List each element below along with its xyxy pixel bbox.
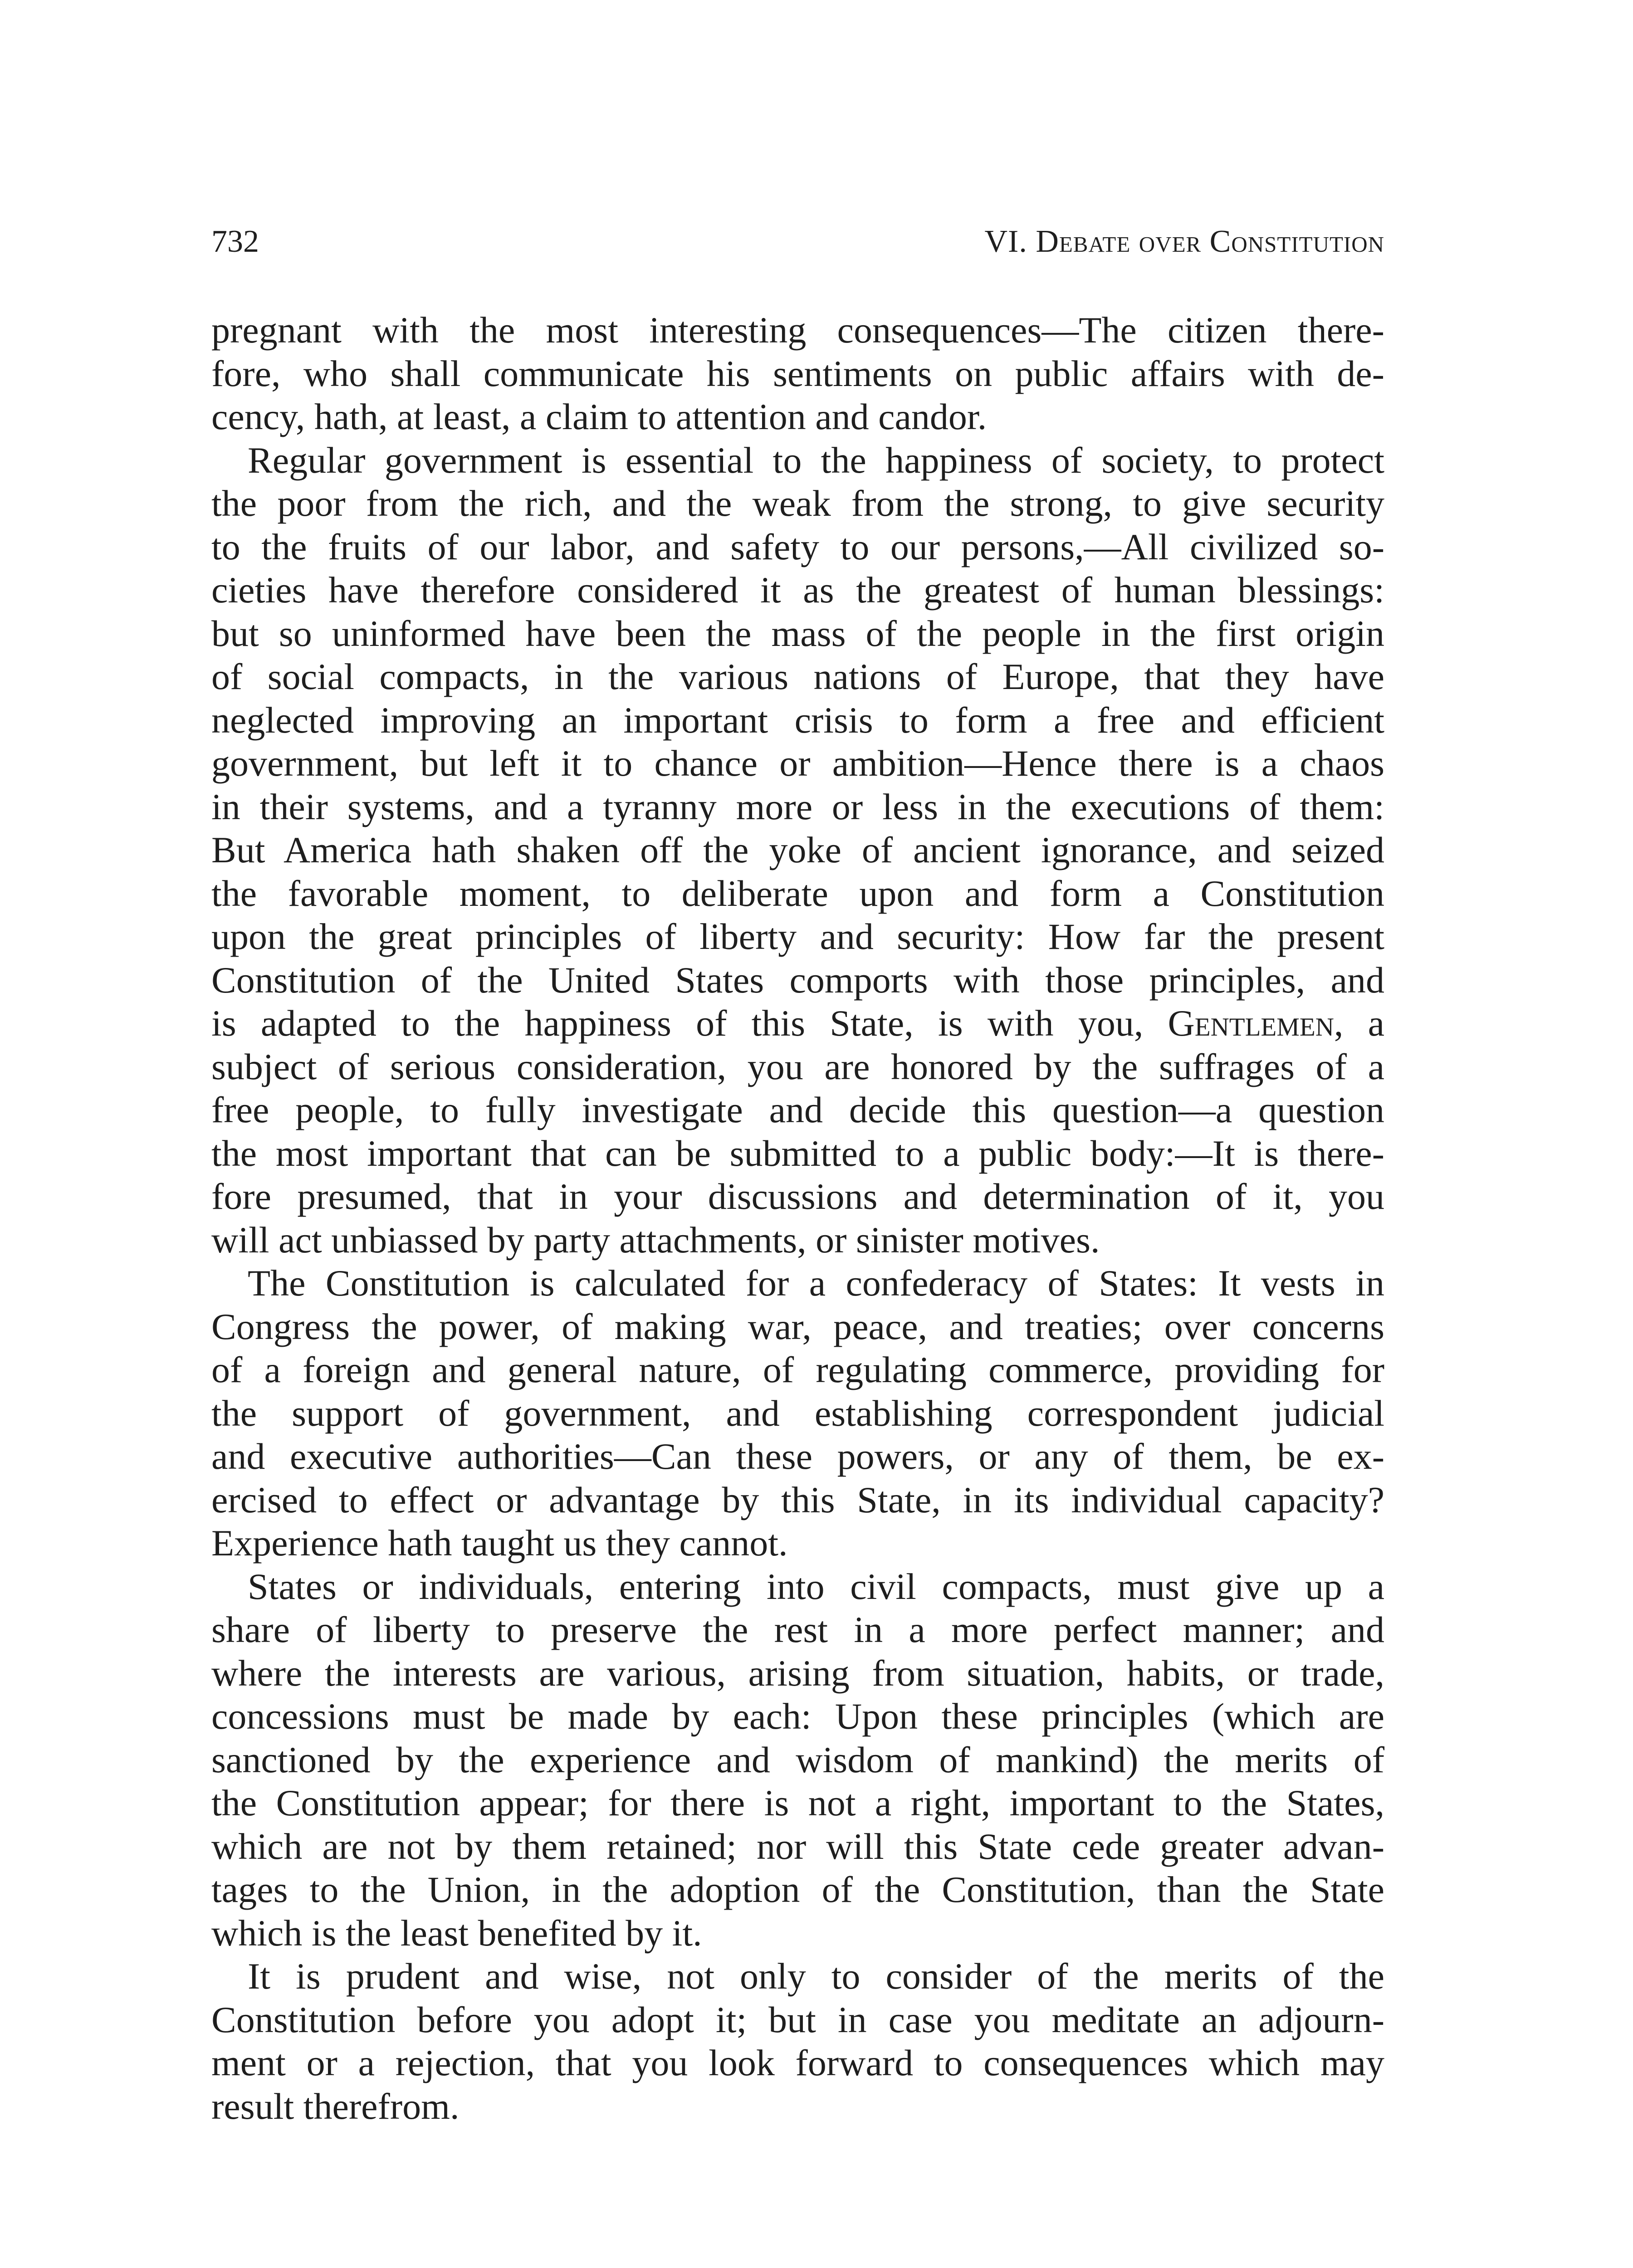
text-line: Constitution before you adopt it; but in case you meditate an adjourn- [211,1999,1384,2040]
paragraph [211,439,1384,1262]
text-line: concessions must be made by each: Upon these principles (which are [211,1696,1384,1737]
text-line: the support of government, and establishing correspondent judicial [211,1392,1384,1434]
text-line: the favorable moment, to deliberate upon and form a Constitution [211,872,1384,914]
running-title: VI. Debate over Constitution [984,224,1384,259]
text-line: neglected improving an important crisis to form a free and efficient [211,699,1384,741]
text-line: pregnant with the most interesting consequences—The citizen there- [211,309,1384,351]
text-line: which are not by them retained; nor will this State cede greater advan- [211,1825,1384,1867]
text-line: and executive authorities—Can these powers, or any of them, be ex- [211,1436,1384,1477]
paragraph [211,1565,1384,1955]
text-line: upon the great principles of liberty and security: How far the present [211,916,1384,957]
text-line: Constitution of the United States comports with those principles, and [211,959,1384,1001]
text-line: free people, to fully investigate and decide this question—a question [211,1089,1384,1130]
text-line: but so uninformed have been the mass of the people in the first origin [211,612,1384,654]
text-line: the Constitution appear; for there is not a right, important to the States, [211,1782,1384,1823]
text-line: cency, hath, at least, a claim to attention and candor. [211,396,987,437]
text-line: sanctioned by the experience and wisdom of mankind) the merits of [211,1739,1384,1780]
text-line: is adapted to the happiness of this State, is with you, Gentlemen, a [211,1002,1384,1044]
text-line: Experience hath taught us they cannot. [211,1522,788,1564]
text-line: in their systems, and a tyranny more or less in the executions of them: [211,786,1384,827]
text-line: will act unbiassed by party attachments, or sinister motives. [211,1219,1100,1261]
text-line: The Constitution is calculated for a confederacy of States: It vests in [248,1262,1384,1304]
text-line: Congress the power, of making war, peace, and treaties; over concerns [211,1305,1384,1347]
text-line: share of liberty to preserve the rest in a more perfect manner; and [211,1609,1384,1650]
text-line: But America hath shaken off the yoke of ancient ignorance, and seized [211,829,1384,870]
text-line: of a foreign and general nature, of regulating commerce, providing for [211,1349,1384,1390]
text-line: fore, who shall communicate his sentiments on public affairs with de- [211,352,1384,394]
text-line: the poor from the rich, and the weak from the strong, to give security [211,483,1384,524]
text-line: ment or a rejection, that you look forward to consequences which may [211,2042,1384,2083]
text-line: cieties have therefore considered it as the greatest of human blessings: [211,569,1384,611]
text-line: where the interests are various, arising from situation, habits, or trade, [211,1652,1384,1694]
small-caps-word: Gentlemen [1168,1002,1334,1044]
body-text [211,308,1384,2128]
text-line: It is prudent and wise, not only to consider of the merits of the [248,1955,1384,1997]
text-line: which is the least benefited by it. [211,1912,702,1954]
text-line: result therefrom. [211,2085,460,2127]
paragraph [211,308,1384,439]
text-line: government, but left it to chance or ambition—Hence there is a chaos [211,743,1384,784]
text-line: subject of serious consideration, you are honored by the suffrages of a [211,1046,1384,1087]
text-line: Regular government is essential to the happiness of society, to protect [248,439,1384,481]
paragraph [211,1955,1384,2128]
text-line: tages to the Union, in the adoption of the Constitution, than the State [211,1869,1384,1910]
running-head [211,221,1384,262]
text-line: of social compacts, in the various nations of Europe, that they have [211,656,1384,697]
text-line: to the fruits of our labor, and safety to our persons,—All civilized so- [211,526,1384,567]
page-number: 732 [211,224,259,259]
text-line: fore presumed, that in your discussions and determination of it, you [211,1176,1384,1217]
text-line: the most important that can be submitted to a public body:—It is there- [211,1132,1384,1174]
text-line: ercised to effect or advantage by this State, in its individual capacity? [211,1479,1384,1520]
paragraph [211,1261,1384,1565]
text-line: States or individuals, entering into civil compacts, must give up a [248,1565,1384,1607]
